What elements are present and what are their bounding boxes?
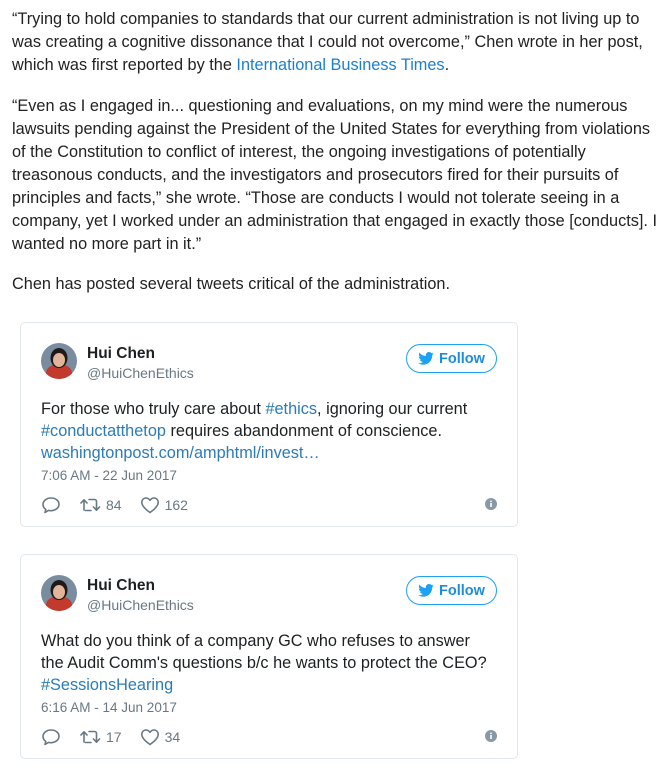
info-icon[interactable] xyxy=(485,497,497,513)
tweet-text-segment: What do you think of a company GC who refuses to answer the Audit Comm's questions b/c he wants to protect the CEO? xyxy=(41,632,487,672)
tweet-text xyxy=(41,630,497,696)
embedded-tweet[interactable] xyxy=(20,322,518,527)
hashtag-conductatthetop[interactable]: #conductatthetop xyxy=(41,422,166,440)
info-icon[interactable] xyxy=(485,729,497,745)
tweet-text-segment: For those who truly care about xyxy=(41,400,266,418)
retweet-button[interactable] xyxy=(79,728,122,746)
retweet-count: 17 xyxy=(106,729,122,745)
article-paragraph-1 xyxy=(12,8,657,77)
paragraph-text: . xyxy=(444,56,450,74)
retweet-icon xyxy=(79,728,101,746)
reply-icon xyxy=(41,728,61,746)
hashtag-ethics[interactable]: #ethics xyxy=(265,400,318,418)
like-count: 34 xyxy=(164,729,181,745)
twitter-bird-icon xyxy=(418,352,434,365)
reply-button[interactable] xyxy=(41,496,61,514)
retweet-button[interactable] xyxy=(79,496,122,514)
avatar[interactable] xyxy=(41,343,77,379)
tweet-timestamp[interactable]: 6:16 AM - 14 Jun 2017 xyxy=(41,700,177,715)
tweet-text xyxy=(41,398,497,464)
user-name[interactable]: Hui Chen xyxy=(87,345,156,362)
retweet-count: 84 xyxy=(106,497,122,513)
tweet-text-segment: requires abandonment of conscience. xyxy=(165,422,442,440)
tweet-timestamp[interactable]: 7:06 AM - 22 Jun 2017 xyxy=(41,468,177,483)
reply-button[interactable] xyxy=(41,728,61,746)
user-handle[interactable]: @HuiChenEthics xyxy=(87,597,194,613)
tweet-url-link[interactable]: washingtonpost.com/amphtml/invest… xyxy=(41,444,320,462)
follow-button[interactable] xyxy=(406,344,497,373)
heart-icon xyxy=(140,496,160,514)
like-button[interactable] xyxy=(140,496,188,514)
heart-icon xyxy=(140,728,160,746)
follow-button[interactable] xyxy=(406,576,497,605)
like-count: 162 xyxy=(164,497,188,513)
ibt-link[interactable]: International Business Times xyxy=(236,56,445,74)
user-handle[interactable]: @HuiChenEthics xyxy=(87,365,194,381)
follow-label: Follow xyxy=(439,350,485,367)
reply-icon xyxy=(41,496,61,514)
follow-label: Follow xyxy=(439,582,485,599)
tweet-actions xyxy=(41,495,497,515)
like-button[interactable] xyxy=(140,728,181,746)
tweet-text-segment: , ignoring our current xyxy=(317,400,468,418)
article-paragraph-3: Chen has posted several tweets critical of the administration. xyxy=(12,275,451,293)
user-name[interactable]: Hui Chen xyxy=(87,577,156,594)
paragraph-text: “Trying to hold companies to standards that our current administration is not living up to was creating a cognitive dissonance that I could not overcome,” Chen wrote in her post, which was first reported by the xyxy=(12,10,643,74)
embedded-tweet[interactable] xyxy=(20,554,518,759)
twitter-bird-icon xyxy=(418,584,434,597)
article-paragraph-2: “Even as I engaged in... questioning and evaluations, on my mind were the numerous lawsuits pending against the President of the United States for everything from violations of the Constitution to conflict of interest, the ongoing investigations of potentially treasonous conducts, and the investigators and prosecutors fired for their pursuits of principles and facts,” she wrote. “Those are conducts I would not tolerate seeing in a company, yet I worked under an administration that engaged in exactly those [conducts]. I wanted no more part in it.” xyxy=(12,97,657,253)
hashtag-sessionshearing[interactable]: #SessionsHearing xyxy=(41,676,174,694)
avatar[interactable] xyxy=(41,575,77,611)
tweet-actions xyxy=(41,727,497,747)
retweet-icon xyxy=(79,496,101,514)
